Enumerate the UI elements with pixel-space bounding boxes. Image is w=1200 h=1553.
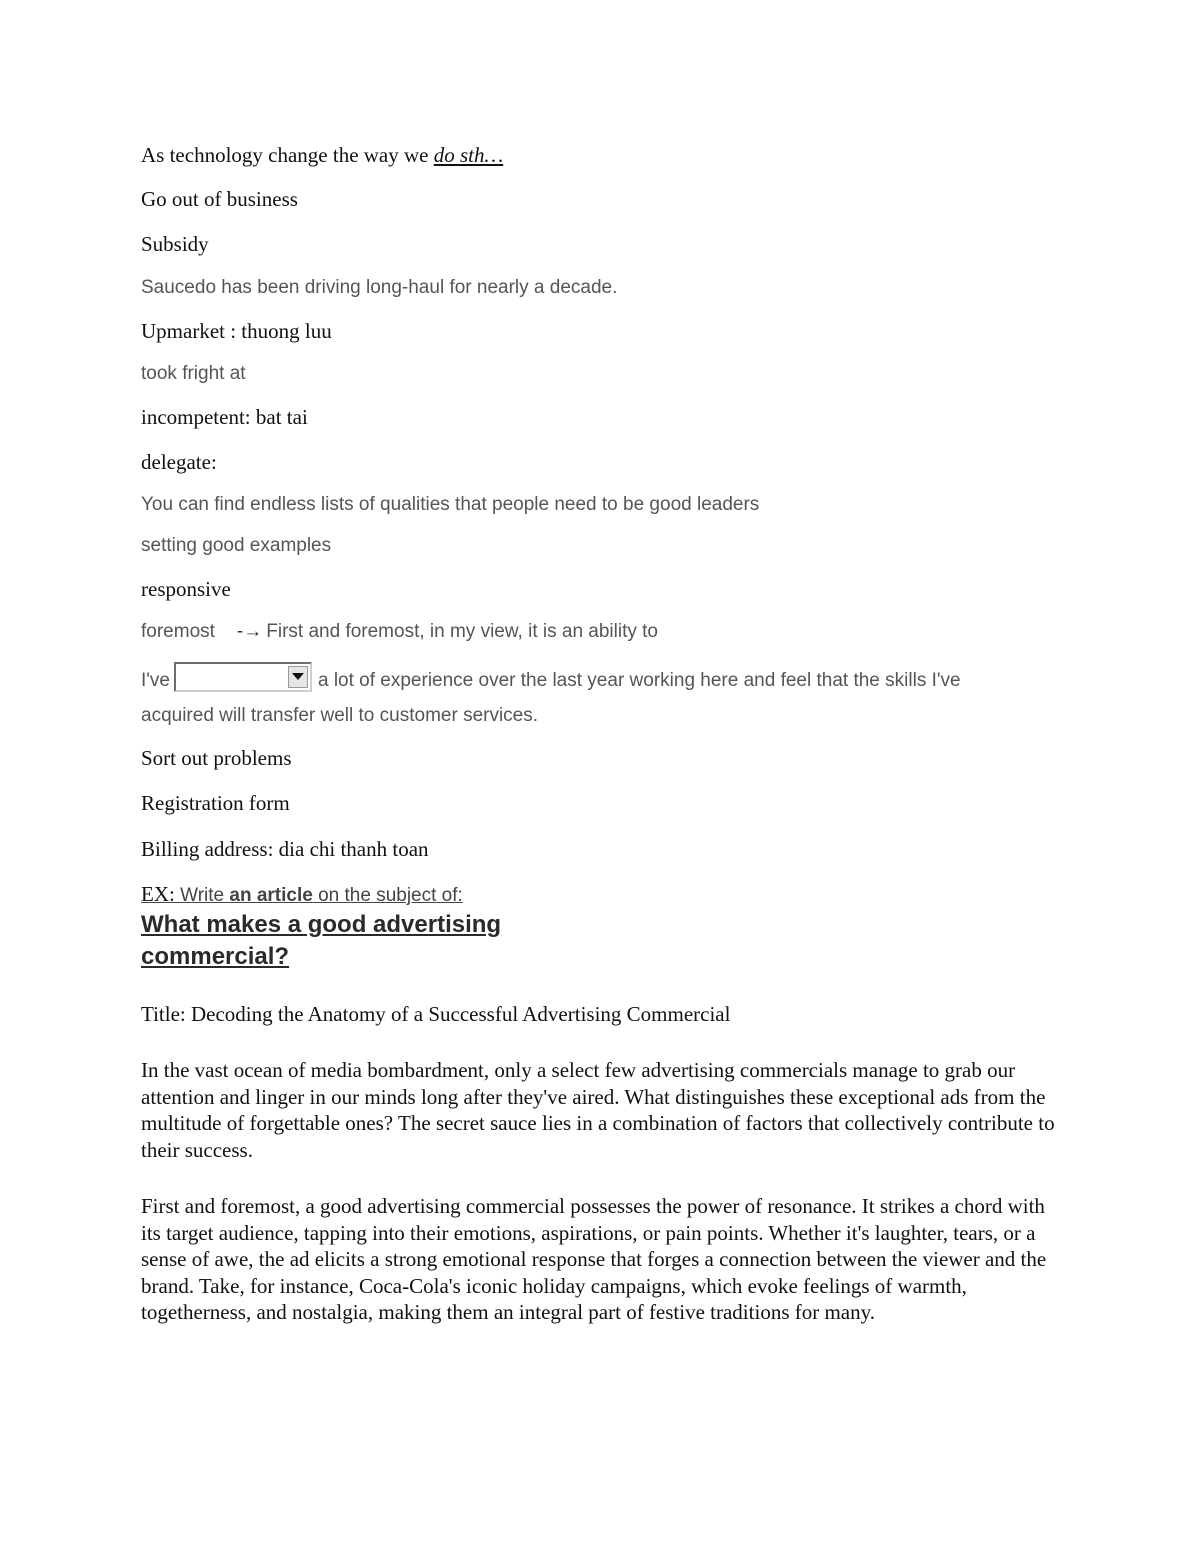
exercise-bold: an article <box>229 885 313 906</box>
vocab-line-technology <box>141 143 503 168</box>
vocab-line: setting good examples <box>141 535 332 556</box>
foremost-example: First and foremost, in my view, it is an ability to <box>266 621 658 642</box>
article-title: Title: Decoding the Anatomy of a Successful Advertising Commercial <box>141 1002 731 1026</box>
example-sentence: Saucedo has been driving long-haul for nearly a decade. <box>141 277 618 298</box>
foremost-line <box>141 621 658 643</box>
heading-line-1: What makes a good advertising <box>141 911 502 938</box>
foremost-word: foremost <box>141 621 215 642</box>
fill-in-line <box>141 662 961 692</box>
vocab-line: Subsidy <box>141 232 209 256</box>
vocab-line: delegate: <box>141 450 217 474</box>
vocab-line: responsive <box>141 577 231 601</box>
answer-dropdown[interactable] <box>174 662 312 692</box>
exercise-pre: Write <box>174 885 230 906</box>
chevron-down-icon <box>292 673 304 681</box>
example-sentence: You can find endless lists of qualities that people need to be good leaders <box>141 494 760 515</box>
exercise-instruction <box>141 882 463 907</box>
article-paragraph-1: In the vast ocean of media bombardment, only a select few advertising commercials manage to grab our attention and linger in our minds long after they've aired. What distinguishes these exceptional ads from the multitude of forgettable ones? The secret sauce lies in a combination of factors that collectively contribute to their success. <box>141 1058 1055 1162</box>
arrow-icon: -→ <box>236 621 263 642</box>
dropdown-button[interactable] <box>288 666 308 688</box>
vocab-line: Registration form <box>141 791 290 815</box>
fill-in-prefix: I've <box>141 670 170 691</box>
article-paragraph-2: First and foremost, a good advertising commercial possesses the power of resonance. It strikes a chord with its target audience, tapping into their emotions, aspirations, or pain points. Whether it's laughter, tears, or a sense of awe, the ad elicits a strong emotional response that forges a connection between the viewer and the brand. Take, for instance, Coca-Cola's iconic holiday campaigns, which evoke feelings of warmth, togetherness, and nostalgia, making them an integral part of festive traditions for many. <box>141 1194 1047 1324</box>
vocab-line: incompetent: bat tai <box>141 405 308 429</box>
vocab-line: Sort out problems <box>141 746 292 770</box>
line-text: As technology change the way we <box>141 143 434 167</box>
vocab-line: Upmarket : thuong luu <box>141 319 332 343</box>
fill-in-suffix: a lot of experience over the last year working here and feel that the skills I've <box>317 670 961 691</box>
italic-phrase: do sth… <box>433 143 504 167</box>
vocab-line: took fright at <box>141 363 246 384</box>
heading-line-2: commercial? <box>141 943 290 970</box>
exercise-heading <box>141 909 501 973</box>
vocab-line: Go out of business <box>141 187 298 211</box>
exercise-post: on the subject of: <box>312 885 463 906</box>
fill-in-continuation: acquired will transfer well to customer services. <box>141 705 539 726</box>
exercise-label: EX: <box>141 882 175 906</box>
vocab-line: Billing address: dia chi thanh toan <box>141 837 429 861</box>
